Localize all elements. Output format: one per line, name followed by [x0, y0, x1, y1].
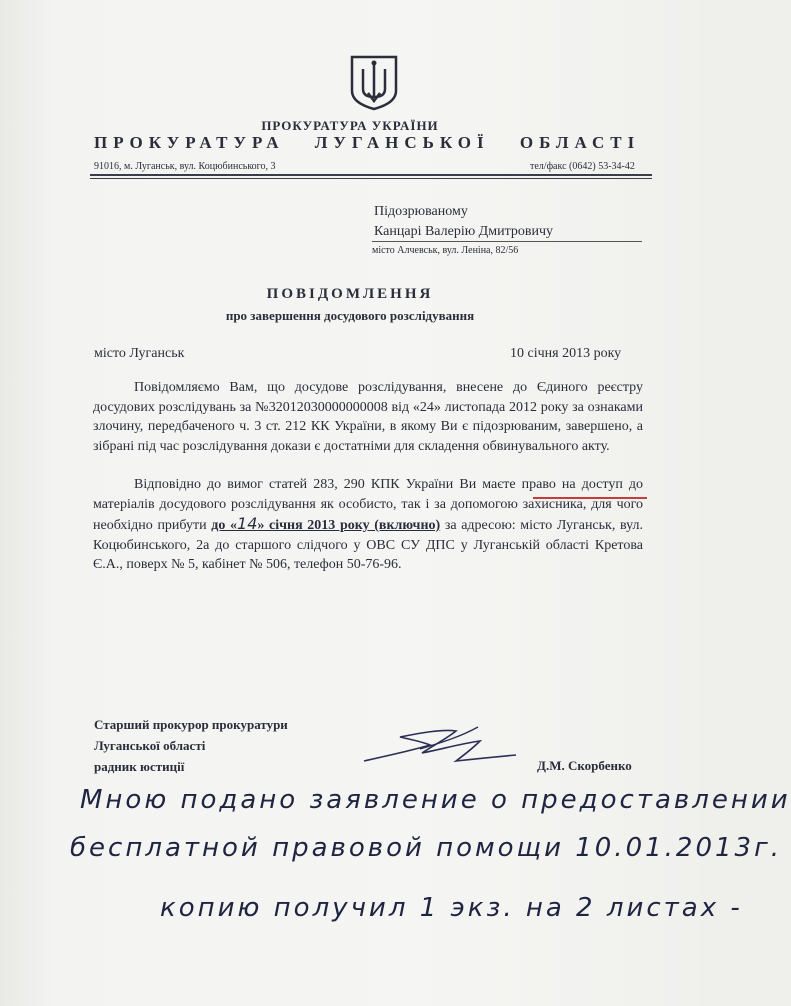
header-divider [90, 174, 652, 176]
deadline-text [211, 514, 441, 533]
recipient-name: Канцарі Валерію Дмитровичу [374, 224, 554, 239]
document-title: ПОВІДОМЛЕННЯ [266, 286, 434, 302]
org-address: 91016, м. Луганськ, вул. Коцюбинського, 3 [94, 161, 276, 172]
handwritten-signature-icon [360, 715, 520, 785]
signatory-title-line-1: Старший прокурор прокуратури [94, 717, 288, 732]
org-line-2: ПРОКУРАТУРА ЛУГАНСЬКОЇ ОБЛАСТІ [94, 133, 641, 152]
paragraph-2-part-1: Відповідно до вимог статей 283, 290 КПК України Ви [134, 477, 483, 492]
recipient-underline [372, 241, 642, 242]
deadline-day-handwritten: 14 [237, 514, 258, 533]
paragraph-2-right-phrase: маєте право на [482, 477, 576, 492]
deadline-suffix: » січня 2013 року (включно) [257, 518, 441, 533]
signatory-title-line-3: радник юстиції [94, 759, 185, 774]
trident-emblem-icon [346, 53, 402, 111]
red-underline-mark [533, 497, 647, 499]
recipient-role: Підозрюваному [374, 204, 468, 219]
paragraph-2-part-3: доступ до матеріалів досудового розслідування як особисто, так і за допомогою захисника, для чого необхідно прибути [93, 477, 644, 533]
org-phone: тел/факс (0642) 53-34-42 [530, 161, 635, 172]
signatory-title-line-2: Луганської області [94, 738, 206, 753]
handwritten-note-line-1: Мною подано заявление о предоставлении [80, 785, 791, 815]
paragraph-2-part-4: за адресою: місто Луганськ, вул. Коцюбинського, 2а до старшого слідчого у ОВС СУ ДПС у Луганській області Кретова Є.А., поверх № 5, кабінет № 506, телефон 50-76-96. [93, 518, 643, 572]
signatory-name: Д.М. Скорбенко [537, 758, 632, 773]
paragraph-2 [93, 475, 643, 575]
handwritten-note-line-2: бесплатной правовой помощи 10.01.2013г. [70, 833, 783, 863]
document-date: 10 січня 2013 року [510, 346, 622, 361]
document-place: місто Луганськ [94, 346, 185, 361]
org-line-1: ПРОКУРАТУРА УКРАЇНИ [261, 118, 439, 133]
header-divider-thin [90, 178, 652, 179]
signatory-title [94, 714, 288, 777]
document-subtitle: про завершення досудового розслідування [225, 308, 475, 323]
handwritten-note-line-3: копию получил 1 экз. на 2 листах - [160, 893, 743, 923]
deadline-prefix: до « [211, 518, 238, 533]
paragraph-1: Повідомляємо Вам, що досудове розслідування, внесене до Єдиного реєстру досудових розслідувань за №32012030000000008 від «24» листопада 2012 року за ознаками злочину, передбаченого ч. 3 ст. 212 КК України, в якому Ви є підозрюваним, завершено, а зібрані під час розслідування докази є достатніми для складення обвинувального акту. [93, 380, 643, 454]
recipient-address: місто Алчевськ, вул. Леніна, 82/56 [372, 245, 519, 256]
